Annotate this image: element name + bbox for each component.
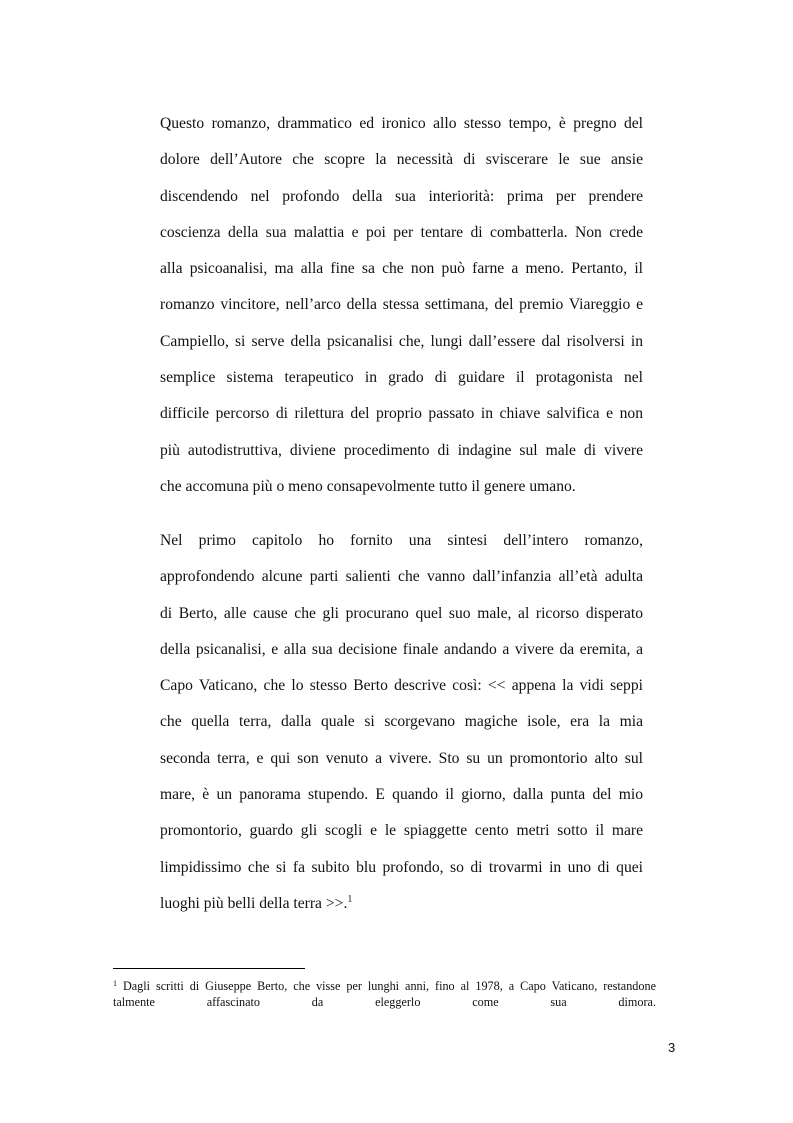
- paragraph-2-line: limpidissimo che si fa subito blu profondo, so di trovarmi in uno di quei: [160, 858, 643, 876]
- paragraph-1-line: romanzo vincitore, nell’arco della stessa settimana, del premio Viareggio e: [160, 296, 643, 314]
- paragraph-2-line: mare, è un panorama stupendo. E quando il giorno, dalla punta del mio: [160, 786, 643, 804]
- paragraph-2: [160, 523, 643, 922]
- paragraph-2-line: di Berto, alle cause che gli procurano quel suo male, al ricorso disperato: [160, 604, 643, 622]
- page-number: 3: [668, 1040, 676, 1055]
- paragraph-2-line: Capo Vaticano, che lo stesso Berto descrive così: << appena la vidi seppi: [160, 677, 643, 695]
- paragraph-1-line: più autodistruttiva, diviene procedimento di indagine sul male di vivere: [160, 441, 643, 459]
- paragraph-1-line: Questo romanzo, drammatico ed ironico allo stesso tempo, è pregno del: [160, 115, 643, 132]
- paragraph-1-line: coscienza della sua malattia e poi per tentare di combatterla. Non crede: [160, 223, 643, 241]
- footnote-text-2: talmente affascinato da eleggerlo come sua dimora.: [113, 995, 656, 1009]
- paragraph-2-line: approfondendo alcune parti salienti che vanno dall’infanzia all’età adulta: [160, 568, 643, 586]
- paragraph-1-line: dolore dell’Autore che scopre la necessità di sviscerare le sue ansie: [160, 151, 643, 169]
- footnote: [113, 978, 656, 1010]
- paragraph-1-line: difficile percorso di rilettura del proprio passato in chiave salvifica e non: [160, 405, 643, 423]
- footnote-marker: 1: [113, 979, 117, 988]
- paragraph-1-line: Campiello, si serve della psicanalisi che, lungi dall’essere dal risolversi in: [160, 332, 643, 350]
- footnote-reference[interactable]: 1: [347, 893, 353, 905]
- paragraph-1-line: alla psicoanalisi, ma alla fine sa che non può farne a meno. Pertanto, il: [160, 260, 643, 278]
- footnote-separator: [113, 968, 305, 969]
- paragraph-2-line: promontorio, guardo gli scogli e le spiaggette cento metri sotto il mare: [160, 822, 643, 840]
- paragraph-1: [160, 106, 643, 505]
- paragraph-2-line: della psicanalisi, e alla sua decisione finale andando a vivere da eremita, a: [160, 640, 643, 658]
- paragraph-2-line: Nel primo capitolo ho fornito una sintesi dell’intero romanzo,: [160, 532, 643, 549]
- footnote-line: [113, 994, 656, 1010]
- paragraph-2-line: che quella terra, dalla quale si scorgevano magiche isole, era la mia: [160, 713, 643, 731]
- paragraph-2-last-line: [160, 886, 643, 922]
- footnote-text-1: Dagli scritti di Giuseppe Berto, che visse per lunghi anni, fino al 1978, a Capo Vaticano, restandone: [117, 979, 656, 993]
- footnote-line: [113, 978, 656, 994]
- paragraph-1-line: semplice sistema terapeutico in grado di guidare il protagonista nel: [160, 369, 643, 387]
- paragraph-1-line: discendendo nel profondo della sua interiorità: prima per prendere: [160, 187, 643, 205]
- paragraph-1-line: che accomuna più o meno consapevolmente tutto il genere umano.: [160, 477, 576, 495]
- paragraph-2-last-line-text: luoghi più belli della terra >>.: [160, 894, 348, 912]
- paragraph-2-line: seconda terra, e qui son venuto a vivere. Sto su un promontorio alto sul: [160, 749, 643, 767]
